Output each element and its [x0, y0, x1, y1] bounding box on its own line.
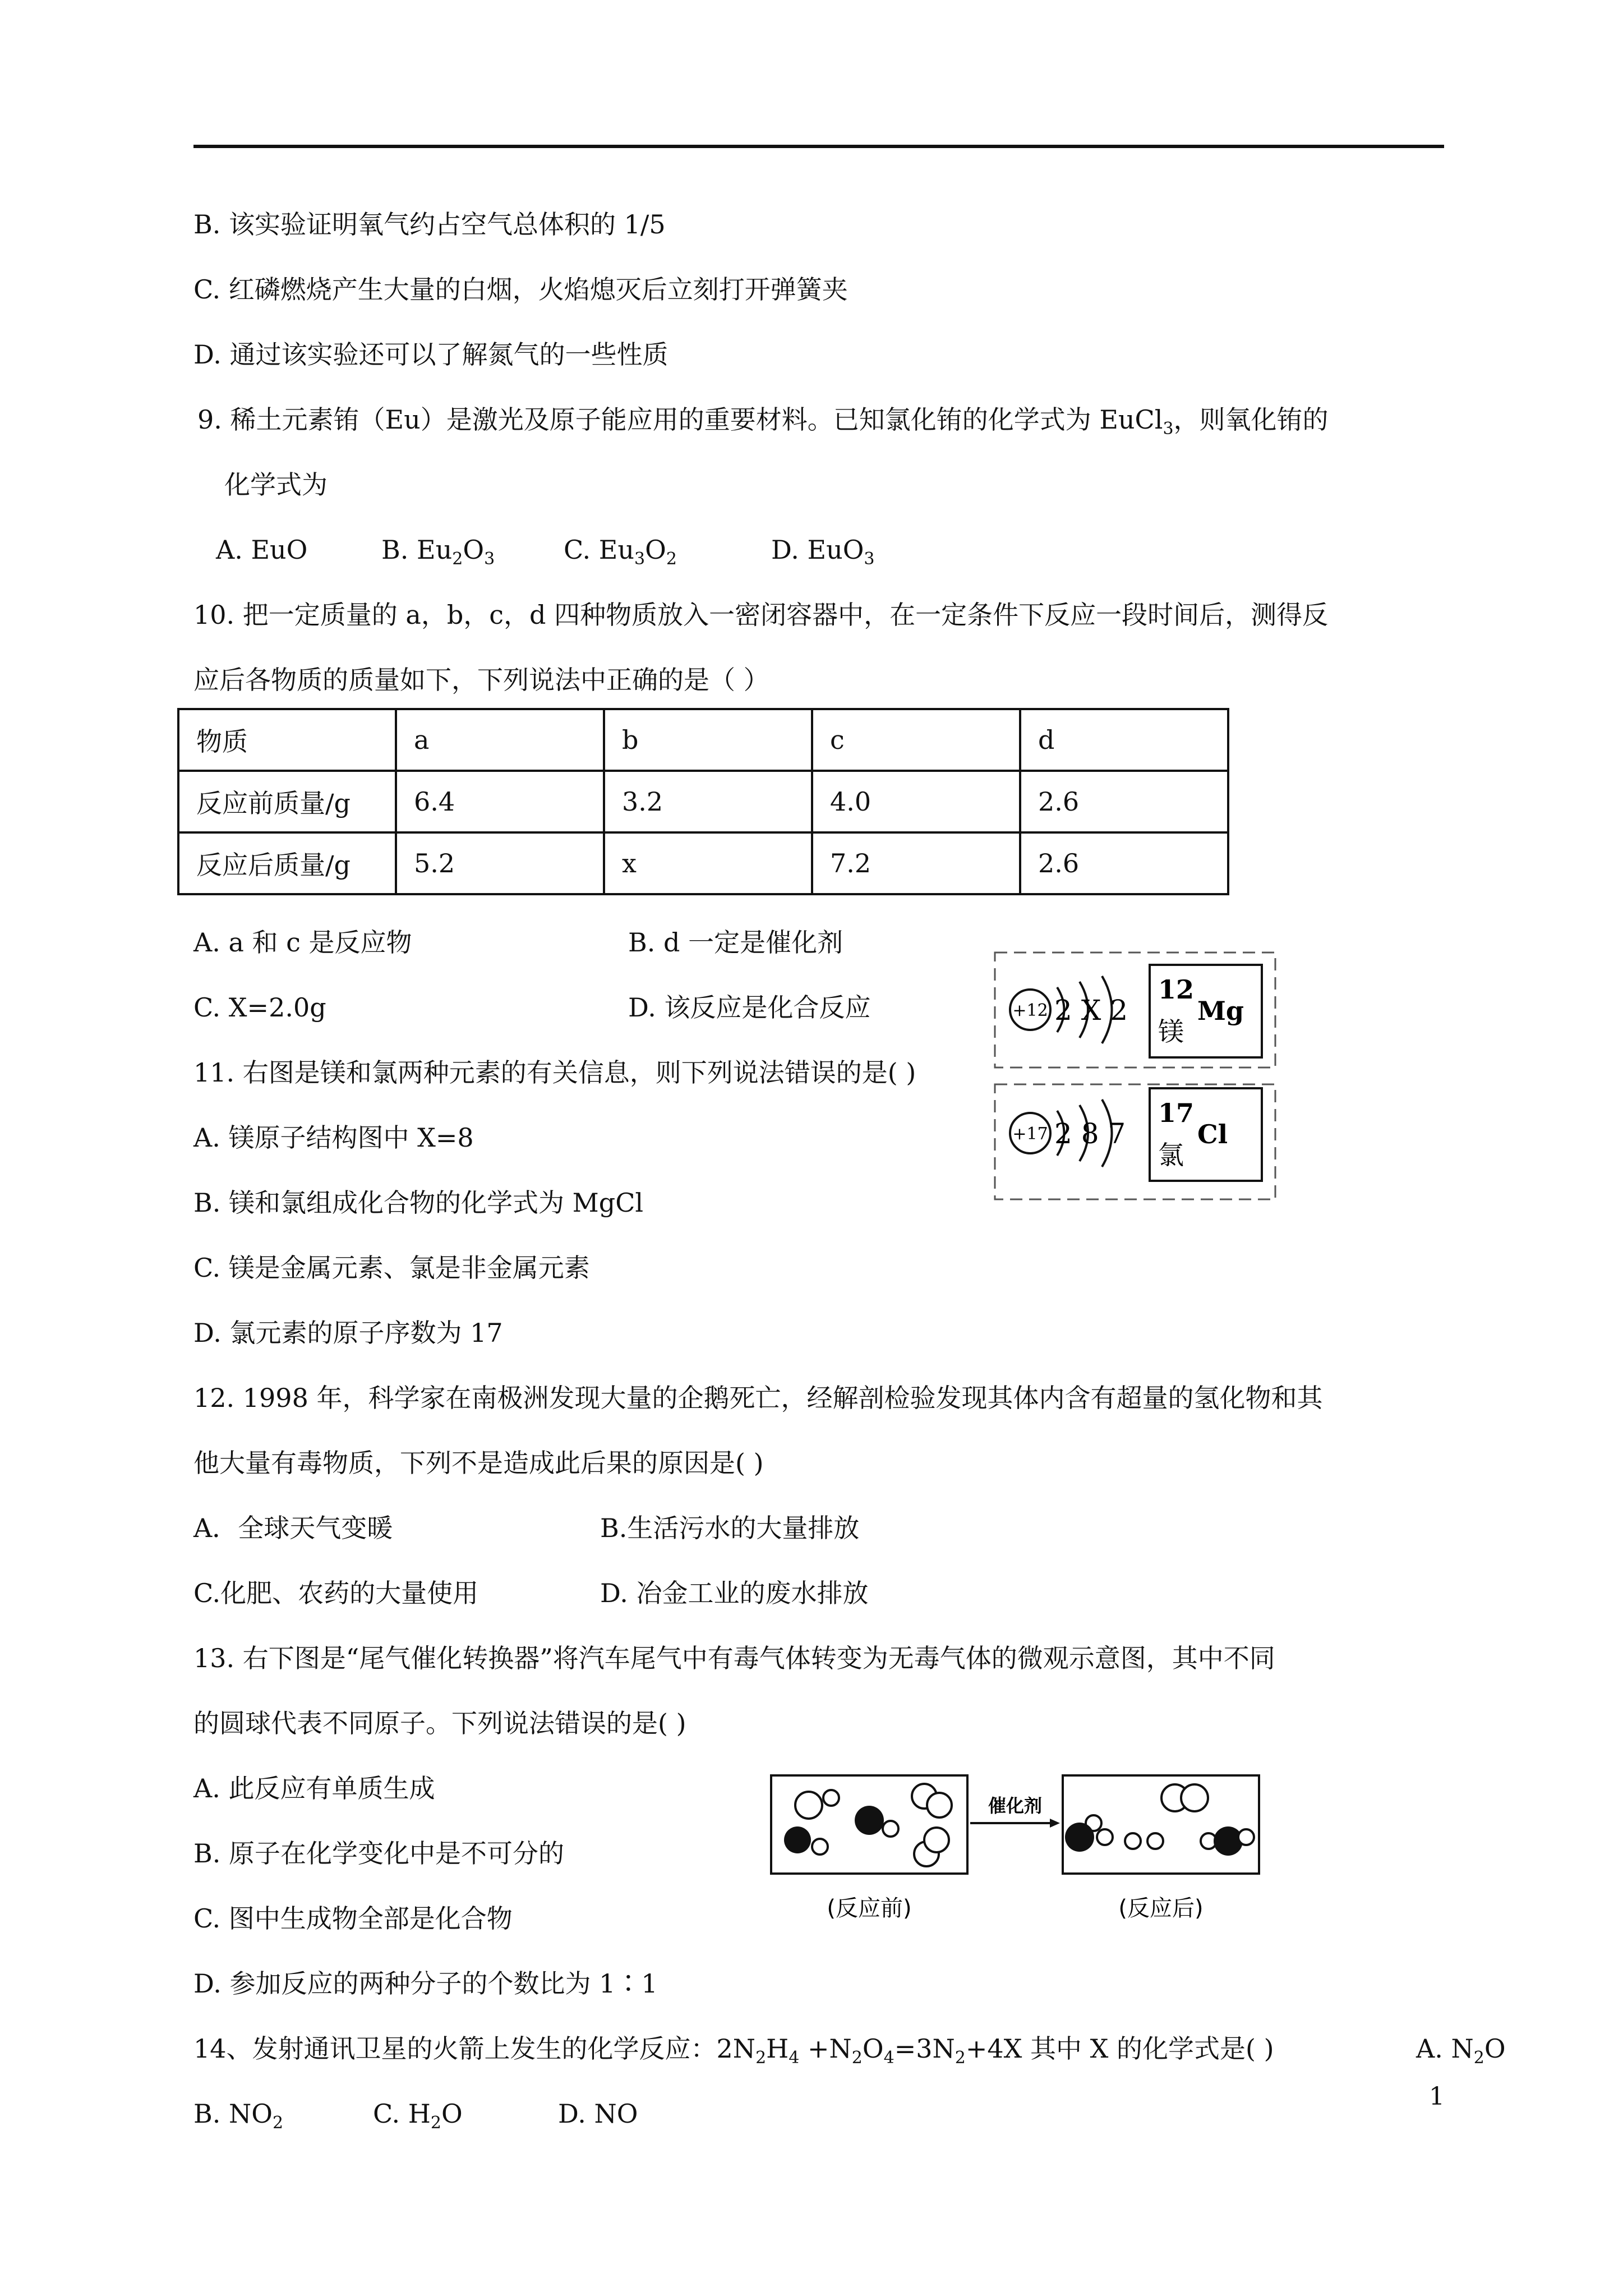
table-cell: 反应后质量/g [178, 832, 396, 894]
q11-option-b: B. 镁和氯组成化合物的化学式为 MgCl [193, 1188, 644, 1218]
q13-stem-line1: 13. 右下图是“尾气催化转换器”将汽车尾气中有毒气体转变为无毒气体的微观示意图，其中不同 [193, 1643, 1275, 1673]
table-cell: 2.6 [1020, 832, 1228, 894]
q12-stem-line1: 12. 1998 年，科学家在南极洲发现大量的企鹅死亡，经解剖检验发现其体内含有超量的氢化物和其 [193, 1383, 1323, 1413]
table-cell: x [604, 832, 812, 894]
q14-stem: 14、发射通讯卫星的火箭上发生的化学反应：$2N_2H_4 +N_2O_4=3N_2+4X$ 其中 X 的化学式是( ) [193, 2033, 1274, 2068]
table-row [178, 709, 1228, 771]
q13-option-c: C. 图中生成物全部是化合物 [193, 1903, 513, 1934]
element-info-figure [987, 948, 1284, 1206]
atom-small [883, 1821, 898, 1837]
q13-option-b: B. 原子在化学变化中是不可分的 [193, 1838, 565, 1869]
atom-small [823, 1790, 839, 1806]
q8-option-b: B. 该实验证明氧气约占空气总体积的 1/5 [193, 209, 666, 240]
q8-option-d: D. 通过该实验还可以了解氮气的一些性质 [193, 339, 668, 370]
mg-element-symbol: Mg [1197, 996, 1244, 1026]
table-cell: 3.2 [604, 771, 812, 832]
mass-table [177, 708, 1229, 895]
q9-option-c: C. $Eu_3O_2$ [564, 535, 677, 569]
q10-option-a: A. a 和 c 是反应物 [193, 927, 412, 958]
mg-atomic-number: 12 [1158, 974, 1195, 1005]
q10-option-c: C. X=2.0g [193, 992, 326, 1023]
q14-option-b: B. $NO_2$ [193, 2099, 284, 2133]
cl-element-name: 氯 [1158, 1140, 1184, 1170]
page-number: 1 [1429, 2082, 1445, 2111]
table-row [178, 771, 1228, 832]
q13-option-a: A. 此反应有单质生成 [193, 1773, 435, 1803]
q14-option-d: D. NO [558, 2099, 638, 2129]
cl-element-symbol: Cl [1197, 1119, 1228, 1149]
cl-atomic-number: 17 [1158, 1098, 1195, 1128]
table-cell: 反应前质量/g [178, 771, 396, 832]
mg-element-name: 镁 [1158, 1016, 1184, 1047]
q11-option-a: A. 镁原子结构图中 X=8 [193, 1122, 474, 1153]
atom-black [1065, 1823, 1094, 1852]
table-cell: 物质 [178, 709, 396, 771]
q9-option-d: D. EuO$_3$ [771, 535, 875, 569]
header-rule [193, 145, 1444, 148]
table-cell: b [604, 709, 812, 771]
q10-option-b: B. d 一定是催化剂 [628, 927, 843, 958]
table-cell: 5.2 [396, 832, 604, 894]
catalyst-label: 催化剂 [988, 1795, 1043, 1816]
mg-nucleus-charge: +12 [1012, 1001, 1048, 1020]
q11-option-d: D. 氯元素的原子序数为 17 [193, 1318, 503, 1348]
before-label: (反应前) [827, 1895, 912, 1921]
atom-black [855, 1806, 884, 1835]
cl-shell-electrons: 2 8 7 [1054, 1117, 1126, 1150]
q10-stem-line2: 应后各物质的质量如下，下列说法中正确的是（ ） [193, 665, 769, 695]
table-cell: 6.4 [396, 771, 604, 832]
q12-option-c: C.化肥、农药的大量使用 [193, 1578, 479, 1608]
atom-white [795, 1792, 822, 1819]
reaction-diagram [768, 1767, 1262, 1930]
q11-stem: 11. 右图是镁和氯两种元素的有关信息，则下列说法错误的是( ) [193, 1057, 916, 1088]
atom-small [812, 1839, 828, 1855]
q10-stem-line1: 10. 把一定质量的 a，b，c，d 四种物质放入一密闭容器中，在一定条件下反应一段时间后，测得反 [193, 600, 1329, 630]
atom-small [1125, 1833, 1141, 1849]
atom-small [1238, 1829, 1254, 1845]
q8-option-c: C. 红磷燃烧产生大量的白烟，火焰熄灭后立刻打开弹簧夹 [193, 274, 848, 305]
mg-shell-electrons: 2 X 2 [1054, 994, 1128, 1027]
q9-option-b: B. $Eu_2O_3$ [381, 535, 495, 569]
table-row [178, 832, 1228, 894]
atom-white [927, 1793, 952, 1818]
q14-option-a: A. $N_2O$ [1416, 2033, 1506, 2068]
table-cell: c [812, 709, 1020, 771]
table-cell: d [1020, 709, 1228, 771]
table-cell: 7.2 [812, 832, 1020, 894]
table-cell: 2.6 [1020, 771, 1228, 832]
q12-option-a: A．全球天气变暖 [193, 1513, 393, 1543]
q13-option-d: D. 参加反应的两种分子的个数比为 1∶1 [193, 1968, 658, 1999]
atom-white [1181, 1784, 1208, 1811]
after-label: (反应后) [1118, 1895, 1204, 1921]
q10-option-d: D. 该反应是化合反应 [628, 992, 871, 1023]
table-cell: a [396, 709, 604, 771]
q14-option-c: C. $H_2O$ [373, 2099, 463, 2133]
cl-nucleus-charge: +17 [1012, 1124, 1048, 1144]
arrow-head-icon [1050, 1819, 1060, 1828]
q9-stem-line1: 9. 稀土元素铕（Eu）是激光及原子能应用的重要材料。已知氯化铕的化学式为 EuCl$_3$，则氧化铕的 [197, 404, 1329, 439]
atom-small [1147, 1833, 1163, 1849]
atom-black [784, 1826, 811, 1853]
atom-small [1097, 1829, 1113, 1845]
q9-stem-line2: 化学式为 [224, 470, 328, 500]
q12-option-b: B.生活污水的大量排放 [600, 1513, 860, 1543]
q11-option-c: C. 镁是金属元素、氯是非金属元素 [193, 1253, 590, 1283]
q9-option-a: A. EuO [216, 535, 308, 565]
table-cell: 4.0 [812, 771, 1020, 832]
q12-stem-line2: 他大量有毒物质，下列不是造成此后果的原因是( ) [193, 1448, 764, 1478]
q13-stem-line2: 的圆球代表不同原子。下列说法错误的是( ) [193, 1708, 686, 1738]
atom-white [924, 1828, 949, 1852]
q12-option-d: D. 冶金工业的废水排放 [600, 1578, 869, 1608]
